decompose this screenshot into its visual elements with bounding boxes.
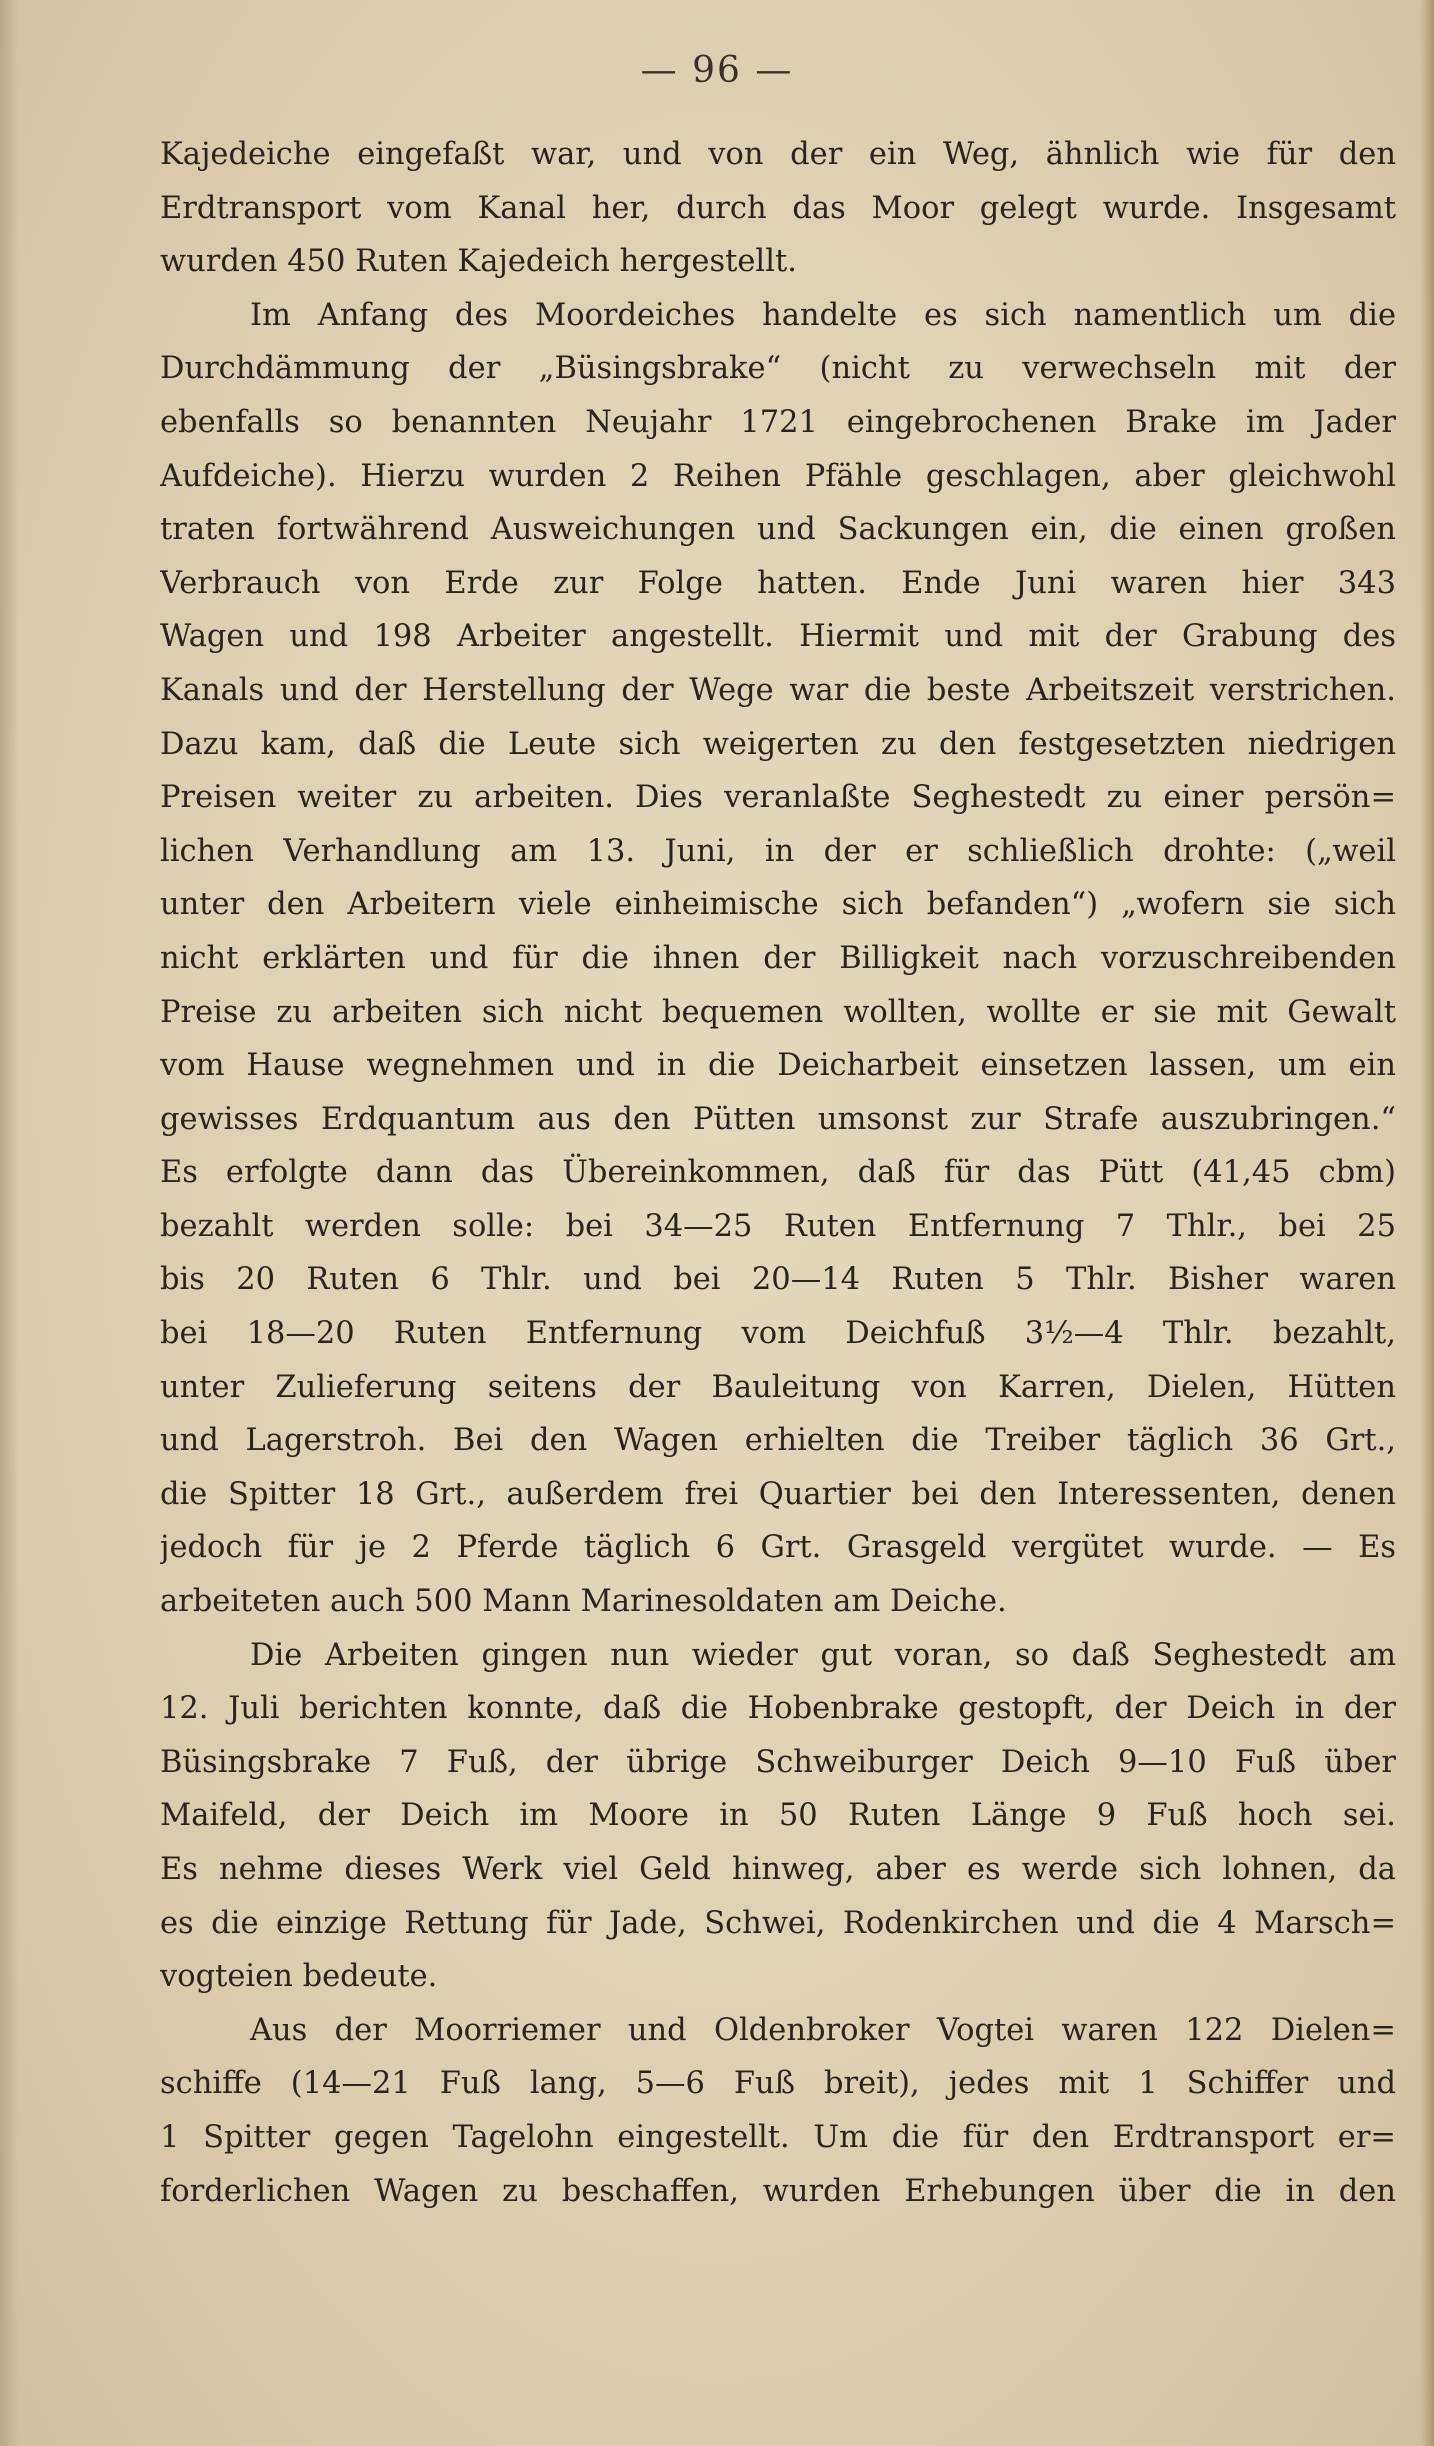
text-line: Durchdämmung der „Büsingsbrake“ (nicht zu verwechseln mit der [160, 351, 1396, 387]
text-line: arbeiteten auch 500 Mann Marinesoldaten am Deiche. [160, 1584, 1007, 1620]
text-line: nicht erklärten und für die ihnen der Billigkeit nach vorzuschreibenden [160, 940, 1396, 976]
text-line: Wagen und 198 Arbeiter angestellt. Hiermit und mit der Grabung des [160, 619, 1396, 655]
body-text [160, 128, 1396, 2218]
text-line: lichen Verhandlung am 13. Juni, in der er schließlich drohte: („weil [160, 833, 1396, 869]
page-left-edge-shadow [0, 0, 18, 2446]
text-line: Die Arbeiten gingen nun wieder gut voran, so daß Seghestedt am [250, 1637, 1396, 1673]
text-line: wurden 450 Ruten Kajedeich hergestellt. [160, 244, 797, 280]
text-line: 12. Juli berichten konnte, daß die Hobenbrake gestopft, der Deich in der [160, 1691, 1396, 1727]
text-line: jedoch für je 2 Pferde täglich 6 Grt. Grasgeld vergütet wurde. — Es [160, 1530, 1396, 1566]
text-line: Preisen weiter zu arbeiten. Dies veranlaßte Seghestedt zu einer persön= [160, 780, 1396, 816]
text-line: bei 18—20 Ruten Entfernung vom Deichfuß 3½—4 Thlr. bezahlt, [160, 1316, 1396, 1352]
text-line: Im Anfang des Moordeiches handelte es sich namentlich um die [250, 297, 1396, 333]
text-line: ebenfalls so benannten Neujahr 1721 eingebrochenen Brake im Jader [160, 404, 1396, 440]
text-line: forderlichen Wagen zu beschaffen, wurden Erhebungen über die in den [160, 2173, 1396, 2209]
text-line: unter Zulieferung seitens der Bauleitung von Karren, Dielen, Hütten [160, 1369, 1396, 1405]
text-line: Aufdeiche). Hierzu wurden 2 Reihen Pfähle geschlagen, aber gleichwohl [160, 458, 1396, 494]
page-right-edge-shadow [1420, 0, 1434, 2446]
text-line: es die einzige Rettung für Jade, Schwei, Rodenkirchen und die 4 Marsch= [160, 1905, 1396, 1941]
text-line: traten fortwährend Ausweichungen und Sackungen ein, die einen großen [160, 512, 1396, 548]
text-line: bezahlt werden solle: bei 34—25 Ruten Entfernung 7 Thlr., bei 25 [160, 1208, 1396, 1244]
text-line: Büsingsbrake 7 Fuß, der übrige Schweiburger Deich 9—10 Fuß über [160, 1744, 1396, 1780]
text-line: bis 20 Ruten 6 Thlr. und bei 20—14 Ruten 5 Thlr. Bisher waren [160, 1262, 1396, 1298]
text-line: Dazu kam, daß die Leute sich weigerten zu den festgesetzten niedrigen [160, 726, 1396, 762]
text-line: Kajedeiche eingefaßt war, und von der ein Weg, ähnlich wie für den [160, 137, 1396, 172]
page-number: — 96 — [640, 50, 794, 91]
text-line: Es erfolgte dann das Übereinkommen, daß für das Pütt (41,45 cbm) [160, 1155, 1396, 1191]
text-line: vogteien bedeute. [160, 1959, 438, 1995]
text-line: und Lagerstroh. Bei den Wagen erhielten die Treiber täglich 36 Grt., [160, 1423, 1396, 1459]
text-line: Es nehme dieses Werk viel Geld hinweg, aber es werde sich lohnen, da [160, 1852, 1396, 1887]
text-line: Preise zu arbeiten sich nicht bequemen wollten, wollte er sie mit Gewalt [160, 994, 1396, 1030]
text-line: Kanals und der Herstellung der Wege war die beste Arbeitszeit verstrichen. [160, 672, 1396, 708]
text-line: die Spitter 18 Grt., außerdem frei Quartier bei den Interessenten, denen [160, 1476, 1396, 1512]
text-line: 1 Spitter gegen Tagelohn eingestellt. Um die für den Erdtransport er= [160, 2119, 1396, 2155]
text-line: Aus der Moorriemer und Oldenbroker Vogtei waren 122 Dielen= [250, 2012, 1396, 2048]
text-line: vom Hause wegnehmen und in die Deicharbeit einsetzen lassen, um ein [160, 1048, 1396, 1084]
text-line: Verbrauch von Erde zur Folge hatten. Ende Juni waren hier 343 [160, 565, 1396, 601]
text-line: schiffe (14—21 Fuß lang, 5—6 Fuß breit), jedes mit 1 Schiffer und [160, 2066, 1396, 2102]
text-line: Erdtransport vom Kanal her, durch das Moor gelegt wurde. Insgesamt [160, 190, 1396, 226]
text-line: gewisses Erdquantum aus den Pütten umsonst zur Strafe auszubringen.“ [160, 1101, 1396, 1137]
text-line: Maifeld, der Deich im Moore in 50 Ruten Länge 9 Fuß hoch sei. [160, 1798, 1396, 1834]
text-line: unter den Arbeitern viele einheimische sich befanden“) „wofern sie sich [160, 887, 1396, 923]
